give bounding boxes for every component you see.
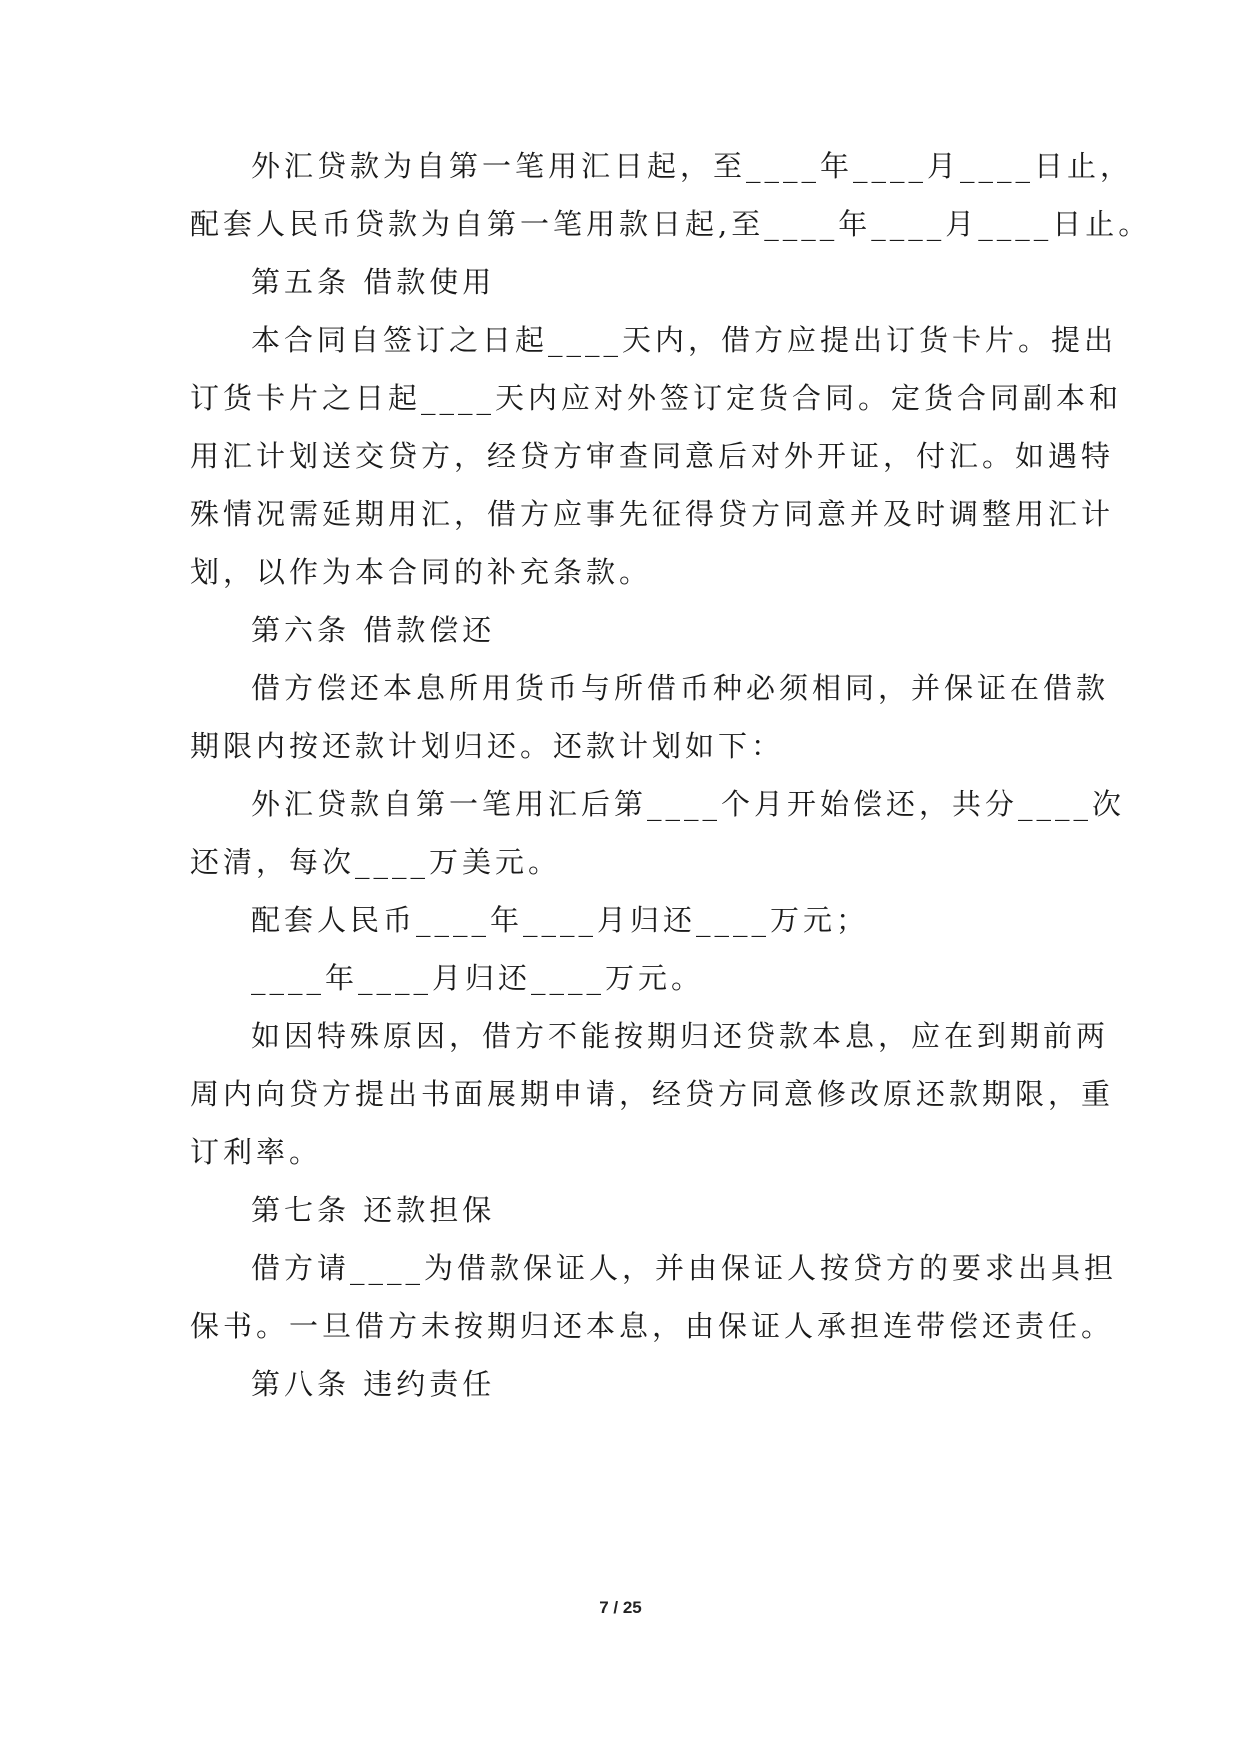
paragraph-line: 殊情况需延期用汇，借方应事先征得贷方同意并及时调整用汇计 xyxy=(190,497,1115,531)
paragraph-line: 期限内按还款计划归还。还款计划如下： xyxy=(190,729,785,763)
paragraph-line: 用汇计划送交贷方，经贷方审查同意后对外开证，付汇。如遇特 xyxy=(190,439,1115,473)
paragraph-line: 保书。一旦借方未按期归还本息，由保证人承担连带偿还责任。 xyxy=(190,1309,1115,1343)
paragraph-line: 如因特殊原因，借方不能按期归还贷款本息，应在到期前两 xyxy=(251,1019,1110,1053)
section-heading: 第七条 还款担保 xyxy=(251,1193,496,1227)
paragraph-line: 订利率。 xyxy=(190,1135,323,1169)
page-number: 7 / 25 xyxy=(599,1598,642,1617)
paragraph-line: 划，以作为本合同的补充条款。 xyxy=(190,555,653,589)
paragraph-line: 借方偿还本息所用货币与所借币种必须相同，并保证在借款 xyxy=(251,671,1110,705)
paragraph-line: 本合同自签订之日起____天内，借方应提出订货卡片。提出 xyxy=(251,323,1118,357)
paragraph-line: 借方请____为借款保证人，并由保证人按贷方的要求出具担 xyxy=(251,1251,1118,1285)
section-heading: 第五条 借款使用 xyxy=(251,265,496,299)
paragraph-line: 配套人民币____年____月归还____万元； xyxy=(251,903,870,937)
paragraph-line: 还清，每次____万美元。 xyxy=(190,845,562,879)
paragraph-line: ____年____月归还____万元。 xyxy=(251,961,705,995)
paragraph-line: 配套人民币贷款为自第一笔用款日起,至____年____月____日止。 xyxy=(190,207,1152,241)
section-heading: 第八条 违约责任 xyxy=(251,1367,496,1401)
paragraph-line: 周内向贷方提出书面展期申请，经贷方同意修改原还款期限，重 xyxy=(190,1077,1115,1111)
paragraph-line: 外汇贷款自第一笔用汇后第____个月开始偿还，共分____次 xyxy=(251,787,1126,821)
section-heading: 第六条 借款偿还 xyxy=(251,613,496,647)
paragraph-line: 外汇贷款为自第一笔用汇日起，至____年____月____日止， xyxy=(251,149,1134,183)
paragraph-line: 订货卡片之日起____天内应对外签订定货合同。定货合同副本和 xyxy=(190,381,1123,415)
